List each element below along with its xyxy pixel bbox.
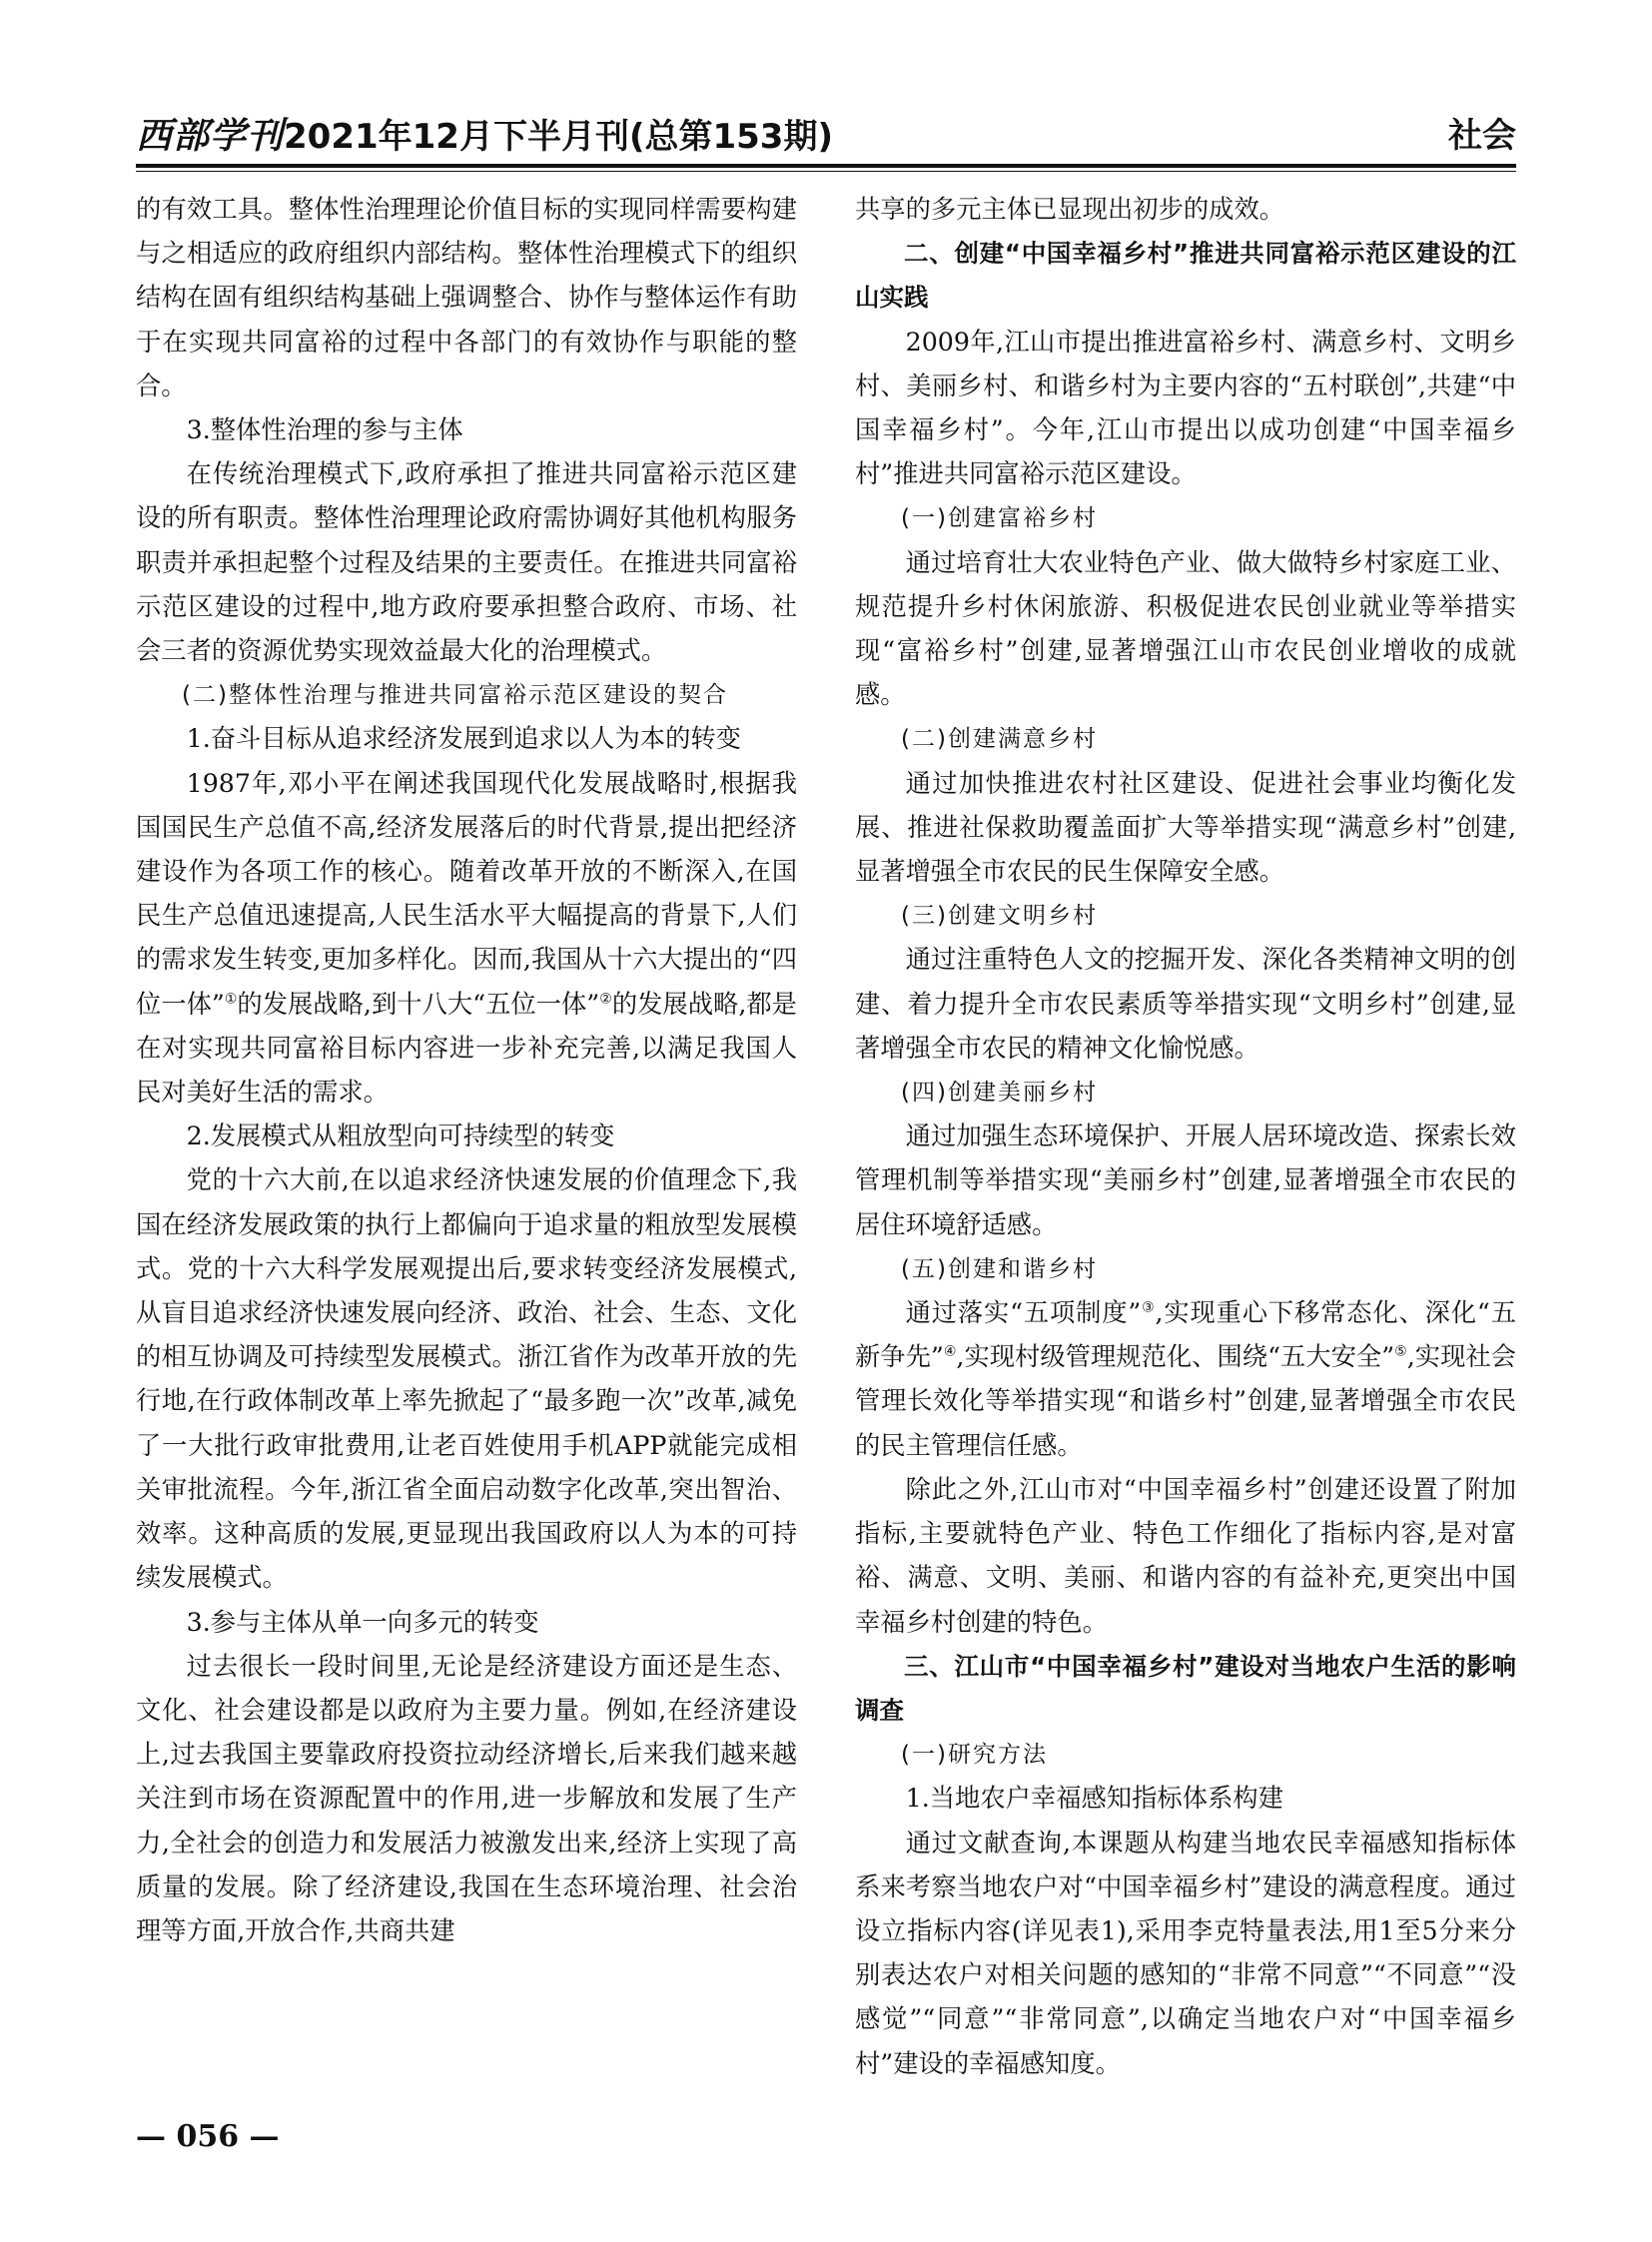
journal-logo: 西部学刊 bbox=[136, 115, 285, 157]
issue-info: 2021年12月下半月刊(总第153期) bbox=[284, 117, 834, 157]
body-paragraph: 的有效工具。整体性治理理论价值目标的实现同样需要构建与之相适应的政府组织内部结构。整体性治理模式下的组织结构在固有组织结构基础上强调整合、协作与整体运作有助于在实现共同富裕的过程中各部门的有效协作与职能的整合。 bbox=[136, 195, 797, 400]
section-heading: 1.当地农户幸福感知指标体系构建 bbox=[905, 1784, 1283, 1814]
section-heading: (三)创建文明乡村 bbox=[901, 903, 1098, 930]
body-paragraph: 过去很长一段时间里,无论是经济建设方面还是生态、文化、社会建设都是以政府为主要力量。例如,在经济建设上,过去我国主要靠政府投资拉动经济增长,后来我们越来越关注到市场在资源配置中的作用,进一步解放和发展了生产力,全社会的创造力和发展活力被激发出来,经济上实现了高质量的发展。除了经济建设,我国在生态环境治理、社会治理等方面,开放合作,共商共建 bbox=[136, 1651, 797, 1945]
header-rule-thick bbox=[136, 164, 1516, 168]
right-column bbox=[855, 188, 1516, 2086]
body-paragraph: 2009年,江山市提出推进富裕乡村、满意乡村、文明乡村、美丽乡村、和谐乡村为主要内容的“五村联创”,共建“中国幸福乡村”。今年,江山市提出以成功创建“中国幸福乡村”推进共同富裕示范区建设。 bbox=[855, 327, 1516, 489]
section-label: 社会 bbox=[1448, 116, 1516, 156]
section-heading: (一)创建富裕乡村 bbox=[901, 505, 1098, 532]
section-heading: (一)研究方法 bbox=[901, 1742, 1048, 1769]
section-heading: (二)创建满意乡村 bbox=[901, 726, 1098, 753]
body-paragraph: 通过加强生态环境保护、开展人居环境改造、探索长效管理机制等举措实现“美丽乡村”创建,显著增强全市农民的居住环境舒适感。 bbox=[855, 1121, 1516, 1239]
section-heading: 3.整体性治理的参与主体 bbox=[186, 415, 463, 445]
body-paragraph: 通过注重特色人文的挖掘开发、深化各类精神文明的创建、着力提升全市农民素质等举措实现“文明乡村”创建,显著增强全市农民的精神文化愉悦感。 bbox=[855, 945, 1516, 1063]
section-heading: 1.奋斗目标从追求经济发展到追求以人为本的转变 bbox=[186, 724, 741, 754]
body-paragraph: 共享的多元主体已显现出初步的成效。 bbox=[855, 195, 1285, 224]
section-heading: (五)创建和谐乡村 bbox=[901, 1255, 1098, 1282]
body-paragraph: 除此之外,江山市对“中国幸福乡村”创建还设置了附加指标,主要就特色产业、特色工作细化了指标内容,是对富裕、满意、文明、美丽、和谐内容的有益补充,更突出中国幸福乡村创建的特色。 bbox=[855, 1474, 1516, 1637]
section-heading: 2.发展模式从粗放型向可持续型的转变 bbox=[186, 1121, 615, 1151]
section-heading: (二)整体性治理与推进共同富裕示范区建设的契合 bbox=[182, 682, 728, 709]
section-heading: (四)创建美丽乡村 bbox=[901, 1080, 1098, 1107]
page-number: — 056 — bbox=[136, 2119, 280, 2154]
header-rule-thin bbox=[136, 171, 1516, 172]
body-paragraph: 在传统治理模式下,政府承担了推进共同富裕示范区建设的所有职责。整体性治理理论政府需协调好其他机构服务职责并承担起整个过程及结果的主要责任。在推进共同富裕示范区建设的过程中,地方政府要承担整合政府、市场、社会三者的资源优势实现效益最大化的治理模式。 bbox=[136, 459, 797, 666]
body-paragraph: 通过加快推进农村社区建设、促进社会事业均衡化发展、推进社保救助覆盖面扩大等举措实现“满意乡村”创建,显著增强全市农民的民生保障安全感。 bbox=[855, 768, 1516, 887]
body-paragraph: 通过落实“五项制度”③,实现重心下移常态化、深化“五新争先”④,实现村级管理规范化、围绕“五大安全”⑤,实现社会管理长效化等举措实现“和谐乡村”创建,显著增强全市农民的民主管理信任感。 bbox=[855, 1298, 1516, 1460]
body-paragraph: 1987年,邓小平在阐述我国现代化发展战略时,根据我国国民生产总值不高,经济发展落后的时代背景,提出把经济建设作为各项工作的核心。随着改革开放的不断深入,在国民生产总值迅速提高,人民生活水平大幅提高的背景下,人们的需求发生转变,更加多样化。因而,我国从十六大提出的“四位一体”①的发展战略,到十八大“五位一体”②的发展战略,都是在对实现共同富裕目标内容进一步补充完善,以满足我国人民对美好生活的需求。 bbox=[136, 768, 797, 1108]
section-heading: 3.参与主体从单一向多元的转变 bbox=[186, 1607, 539, 1637]
body-paragraph: 通过培育壮大农业特色产业、做大做特乡村家庭工业、规范提升乡村休闲旅游、积极促进农民创业就业等举措实现“富裕乡村”创建,显著增强江山市农民创业增收的成就感。 bbox=[855, 547, 1516, 710]
journal-title bbox=[136, 108, 833, 159]
body-paragraph: 党的十六大前,在以追求经济快速发展的价值理念下,我国在经济发展政策的执行上都偏向于追求量的粗放型发展模式。党的十六大科学发展观提出后,要求转变经济发展模式,从盲目追求经济快速发展向经济、政治、社会、生态、文化的相互协调及可持续型发展模式。浙江省作为改革开放的先行地,在行政体制改革上率先掀起了“最多跑一次”改革,减免了一大批行政审批费用,让老百姓使用手机APP就能完成相关审批流程。今年,浙江省全面启动数字化改革,突出智治、效率。这种高质的发展,更显现出我国政府以人为本的可持续发展模式。 bbox=[136, 1165, 797, 1593]
left-column bbox=[136, 188, 797, 1953]
page-header bbox=[136, 108, 1516, 170]
section-heading: 二、创建“中国幸福乡村”推进共同富裕示范区建设的江山实践 bbox=[855, 239, 1516, 313]
body-paragraph: 通过文献查询,本课题从构建当地农民幸福感知指标体系来考察当地农户对“中国幸福乡村”建设的满意程度。通过设立指标内容(详见表1),采用李克特量表法,用1至5分来分别表达农户对相关问题的感知的“非常不同意”“不同意”“没感觉”“同意”“非常同意”,以确定当地农户对“中国幸福乡村”建设的幸福感知度。 bbox=[855, 1828, 1516, 2078]
section-heading: 三、江山市“中国幸福乡村”建设对当地农户生活的影响调查 bbox=[855, 1651, 1516, 1725]
